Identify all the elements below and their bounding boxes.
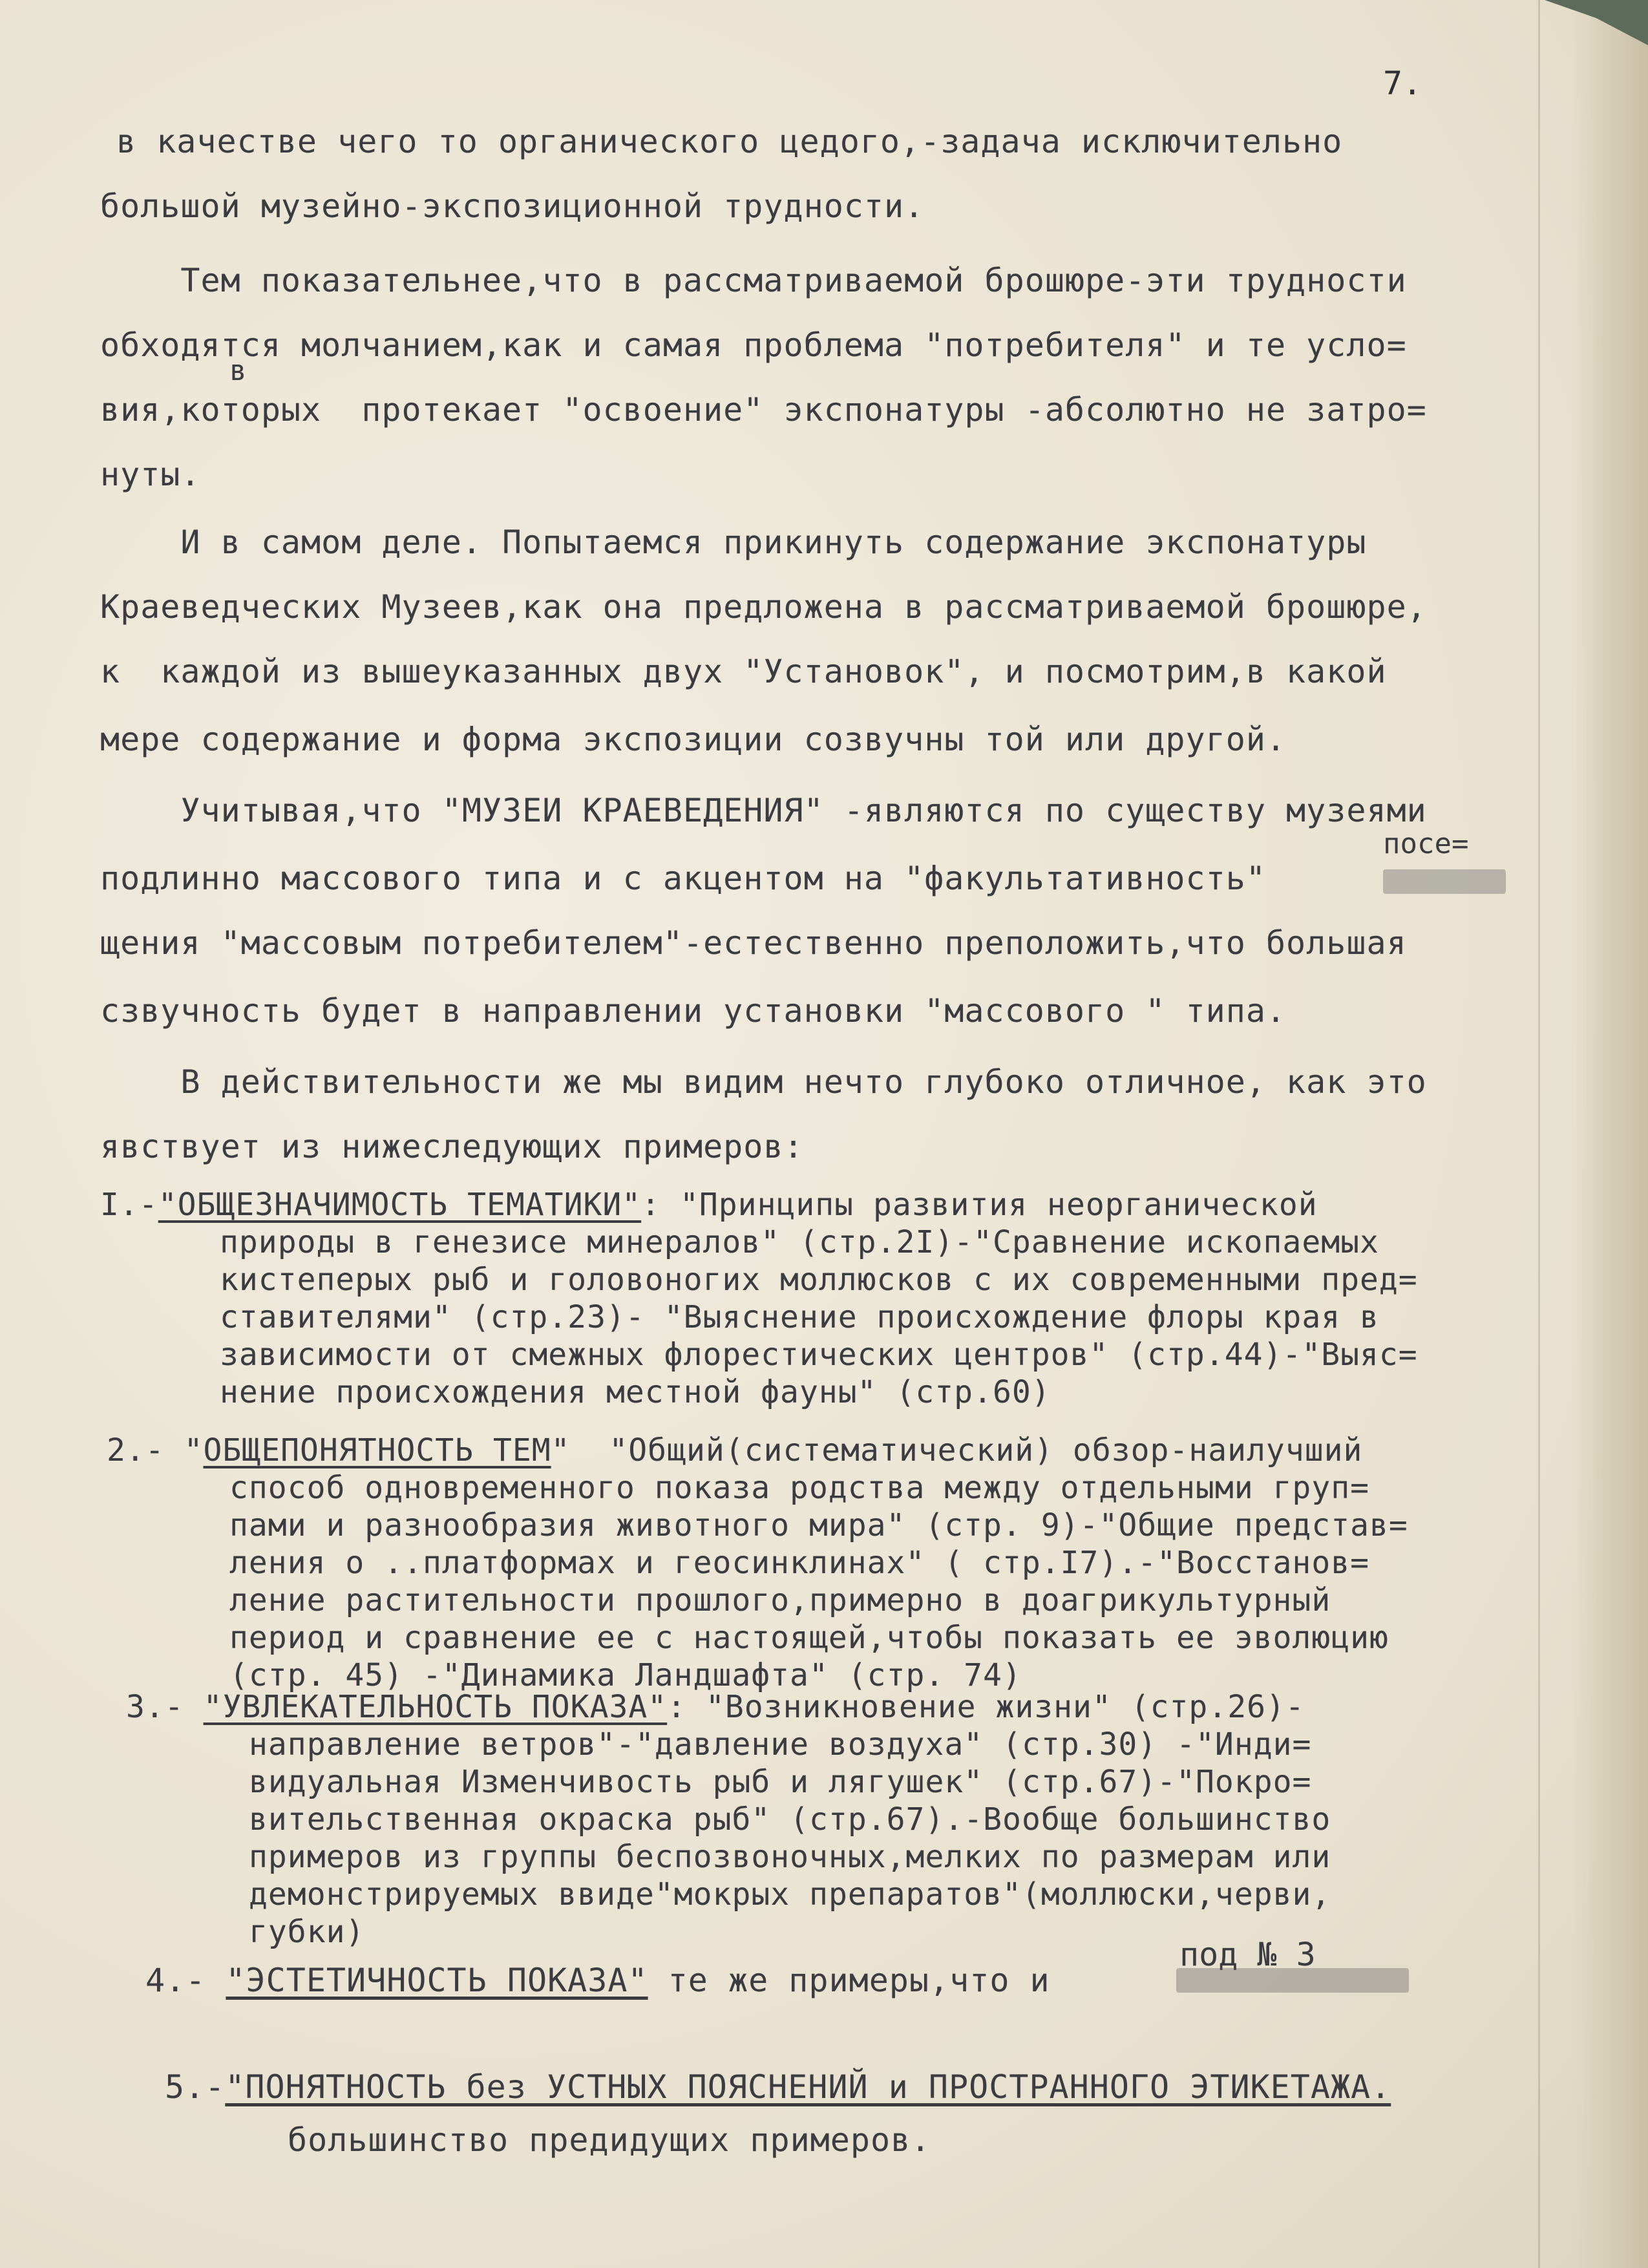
struck-out-text [1383,869,1506,894]
page-edge-shadow [1570,0,1648,2268]
text-line: способ одновременного показа родства между отдельными груп= [229,1470,1370,1506]
text-line: Учитывая,что "МУЗЕИ КРАЕВЕДЕНИЯ" -являются по существу музеями [100,792,1427,829]
text-line: зависимости от смежных флорестических центров" (стр.44)-"Выяс= [220,1337,1418,1373]
text-line: В действительности же мы видим нечто глубоко отличное, как это [100,1063,1427,1101]
inserted-word: посе= [1383,827,1469,860]
item-heading: "УВЛЕКАТЕЛЬНОСТЬ ПОКАЗА" [203,1689,668,1725]
text-line: нение происхождения местной фауны" (стр.60) [220,1374,1051,1410]
text-line: нуты. [100,456,201,493]
text-line: губки) [249,1914,365,1950]
text-line: примеров из группы беспозвоночных,мелких по размерам или [249,1839,1331,1875]
inserted-word: в [229,354,247,387]
struck-out-text [1176,1968,1409,1993]
text-line: ление растительности прошлого,примерно в доагрикультурный [229,1582,1331,1618]
text-line: мере содержание и форма экспозиции созвучны той или другой. [100,721,1287,758]
text-line: большинство предидущих примеров. [288,2121,931,2159]
item-number: 4.- [145,1962,206,1999]
item-text: те же примеры,что и [648,1962,1050,1999]
list-item-5 [165,2068,1391,2106]
item-number: 3.- [126,1689,184,1725]
text-line: к каждой из вышеуказанных двух "Установок", и посмотрим,в какой [100,653,1387,690]
inserted-word: под № 3 [1179,1936,1316,1973]
list-item-4 [145,1962,1050,1999]
item-text: : "Возникновение жизни" (стр.26)- [667,1689,1305,1725]
text-line: ления о ..платформах и геосинклинах" ( стр.I7).-"Восстанов= [229,1545,1370,1581]
text-line: в качестве чего то органического цедого,-задача исключительно [116,123,1343,160]
text-line: подлинно массового типа и с акцентом на "факультативность" [100,860,1266,897]
text-line: вительственная окраска рыб" (стр.67).-Вообще большинство [249,1801,1331,1838]
text-line: щения "массовым потребителем"-естественно преположить,что большая [100,924,1407,962]
text-line: ставителями" (стр.23)- "Выяснение происхождение флоры края в [220,1299,1379,1335]
item-text: " "Общий(систематический) обзор-наилучший [551,1432,1363,1468]
item-heading: ОБЩЕПОНЯТНОСТЬ ТЕМ [203,1432,551,1468]
text-line: видуальная Изменчивость рыб и лягушек" (стр.67)-"Покро= [249,1764,1312,1800]
item-text: : "Принципы развития неорганической [641,1187,1318,1223]
item-heading: "ОБЩЕЗНАЧИМОСТЬ ТЕМАТИКИ" [158,1187,642,1223]
text-line: (стр. 45) -"Динамика Ландшафта" (стр. 74) [229,1657,1022,1693]
list-item-2 [107,1432,1362,1469]
text-line: большой музейно-экспозиционной трудности. [100,187,925,225]
item-number: 5.- [165,2068,226,2106]
text-line: кистеперых рыб и головоногих моллюсков с их современными пред= [220,1262,1418,1298]
text-line: природы в генезисе минералов" (стр.2I)-"Сравнение ископаемых [220,1224,1379,1260]
text-line: Тем показательнее,что в рассматриваемой брошюре-эти трудности [100,262,1407,299]
item-number: I.- [100,1187,158,1223]
text-line: явствует из нижеследующих примеров: [100,1128,804,1165]
item-heading: "ПОНЯТНОСТЬ без УСТНЫХ ПОЯСНЕНИЙ и ПРОСТРАННОГО ЭТИКЕТАЖА. [225,2068,1391,2106]
item-number: 2.- " [107,1432,204,1468]
text-line: демонстрируемых ввиде"мокрых препаратов"(моллюски,черви, [249,1876,1331,1913]
item-heading: "ЭСТЕТИЧНОСТЬ ПОКАЗА" [226,1962,648,1999]
text-line: период и сравнение ее с настоящей,чтобы показать ее эволюцию [229,1620,1389,1656]
list-item-1 [100,1186,1318,1224]
page-number: 7. [1383,65,1422,102]
text-line: вия,которых протекает "освоение" экспонатуры -абсолютно не затро= [100,391,1427,429]
list-item-3 [126,1688,1305,1726]
text-line: И в самом деле. Попытаемся прикинуть содержание экспонатуры [100,524,1367,561]
text-line: сзвучность будет в направлении установки "массового " типа. [100,992,1287,1030]
text-line: пами и разнообразия животного мира" (стр. 9)-"Общие представ= [229,1507,1408,1543]
text-line: обходятся молчанием,как и самая проблема "потребителя" и те усло= [100,326,1407,364]
page-fold-line [1538,0,1540,2268]
text-line: Краеведческих Музеев,как она предложена в рассматриваемой брошюре, [100,588,1427,626]
text-line: направление ветров"-"давление воздуха" (стр.30) -"Инди= [249,1726,1312,1763]
